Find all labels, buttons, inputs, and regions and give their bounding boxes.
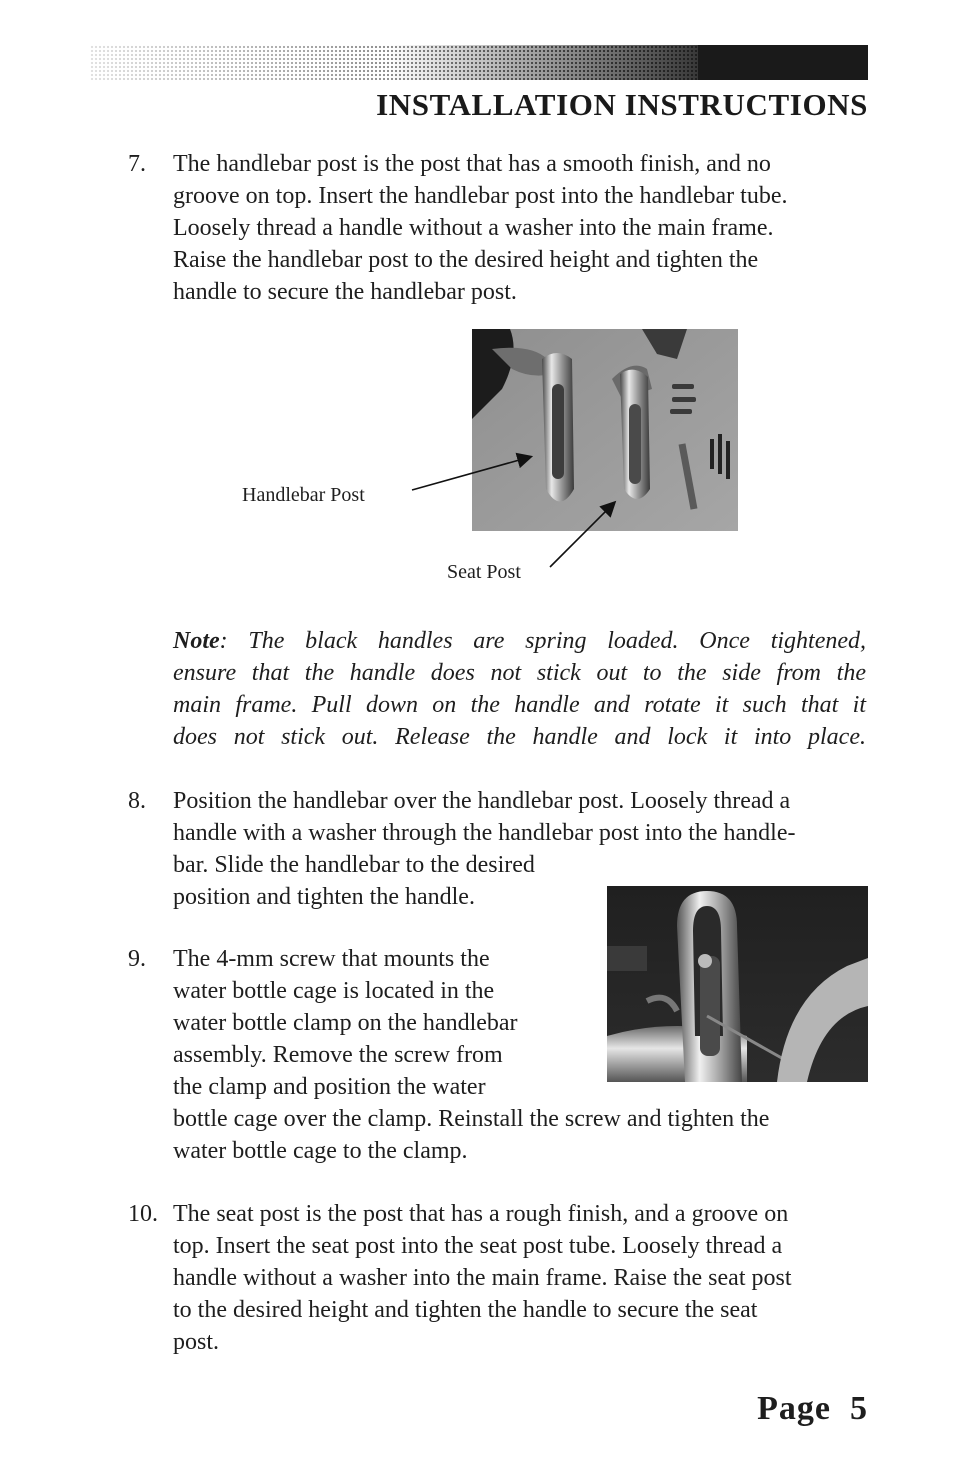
text-line: Loosely thread a handle without a washer into the main frame. — [173, 215, 774, 241]
step-number: 7. — [128, 151, 146, 177]
text-line: bottle cage over the clamp. Reinstall the screw and tighten the — [173, 1106, 770, 1132]
text-line: handle to secure the handlebar post. — [173, 279, 517, 305]
step-number: 9. — [128, 946, 146, 972]
step-9-text — [173, 943, 873, 1167]
step-7-text — [173, 148, 873, 308]
text-line: water bottle cage to the clamp. — [173, 1138, 468, 1164]
header-decorative-band — [90, 45, 868, 80]
text-line: The 4-mm screw that mounts the — [173, 946, 490, 972]
step-10-text — [173, 1198, 873, 1358]
posts-photo — [472, 329, 738, 531]
label-handlebar-post: Handlebar Post — [242, 484, 365, 506]
text-line: Raise the handlebar post to the desired height and tighten the — [173, 247, 759, 273]
text-line — [173, 625, 866, 657]
text-line: top. Insert the seat post into the seat post tube. Loosely thread a — [173, 1233, 783, 1259]
text-line: position and tighten the handle. — [173, 884, 475, 910]
text-line: post. — [173, 1329, 220, 1355]
text-line: The handlebar post is the post that has a smooth finish, and no — [173, 151, 771, 177]
text-line: The seat post is the post that has a rough finish, and a groove on — [173, 1201, 789, 1227]
page-number: Page 5 — [757, 1390, 868, 1427]
text-line: water bottle cage is located in the — [173, 978, 495, 1004]
text-line: handle without a washer into the main frame. Raise the seat post — [173, 1265, 792, 1291]
text-line: main frame. Pull down on the handle and rotate it such that it — [173, 692, 866, 718]
text-line: handle with a washer through the handlebar post into the handle- — [173, 820, 796, 846]
text-line: does not stick out. Release the handle and lock it into place. — [173, 724, 866, 750]
step-number: 8. — [128, 788, 146, 814]
text-span: : The black handles are spring loaded. Once tightened, — [219, 628, 866, 654]
gradient-fade — [390, 45, 710, 80]
header-solid-bar — [698, 45, 868, 80]
text-line: bar. Slide the handlebar to the desired — [173, 852, 535, 878]
text-line: ensure that the handle does not stick out to the side from the — [173, 660, 866, 686]
text-line: groove on top. Insert the handlebar post into the handlebar tube. — [173, 183, 788, 209]
label-seat-post: Seat Post — [447, 561, 521, 583]
text-line: Position the handlebar over the handlebar post. Loosely thread a — [173, 788, 791, 814]
note-label: Note — [173, 628, 220, 654]
note-paragraph — [173, 625, 866, 753]
text-line: assembly. Remove the screw from — [173, 1042, 503, 1068]
page-title: INSTALLATION INSTRUCTIONS — [376, 87, 868, 122]
text-line: to the desired height and tighten the handle to secure the seat — [173, 1297, 758, 1323]
text-line: the clamp and position the water — [173, 1074, 486, 1100]
text-line: water bottle clamp on the handlebar — [173, 1010, 518, 1036]
step-number: 10. — [128, 1201, 158, 1227]
